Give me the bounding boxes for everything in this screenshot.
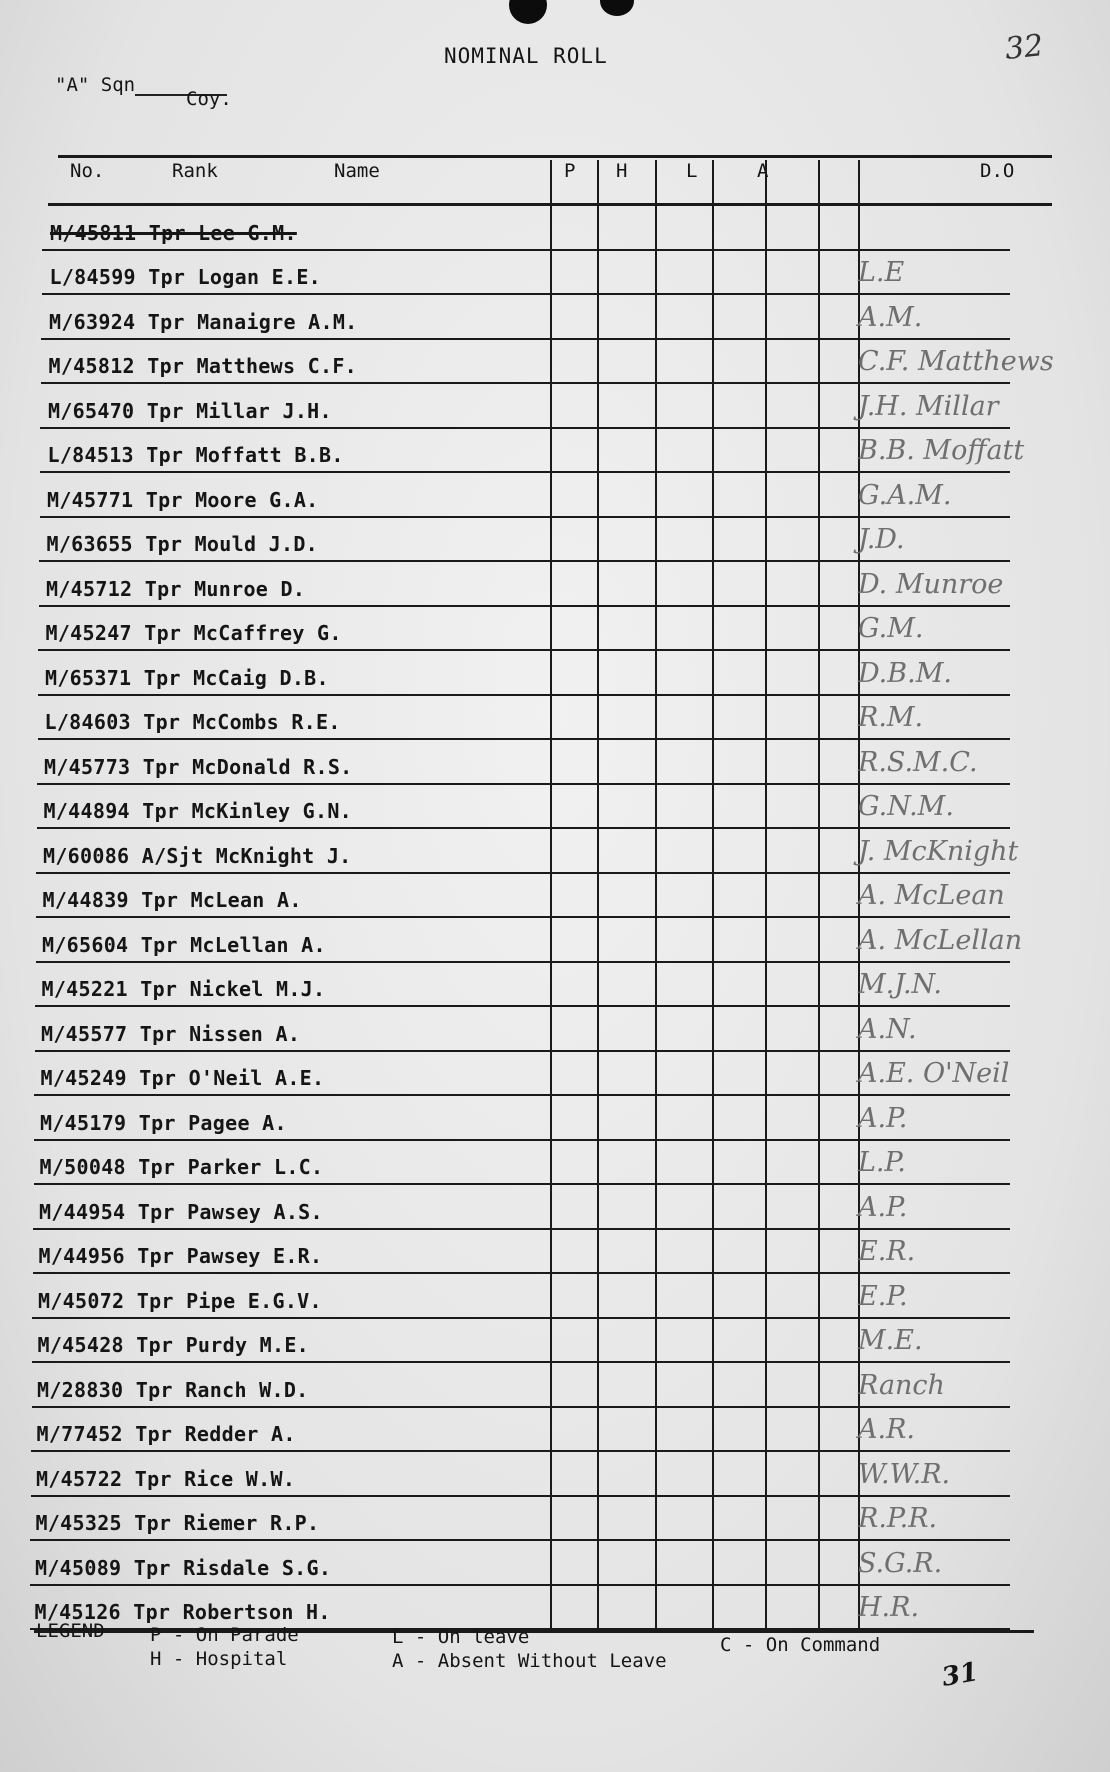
do-signature: M.E. xyxy=(858,1325,923,1356)
row-rule xyxy=(34,1139,1010,1141)
roll-entry: L/84603 Tpr McCombs R.E. xyxy=(44,710,341,734)
punch-hole-left xyxy=(509,0,547,24)
do-signature: H.R. xyxy=(858,1592,920,1623)
legend-title: LEGEND xyxy=(36,1620,105,1642)
roll-entry: M/44956 Tpr Pawsey E.R. xyxy=(38,1244,323,1268)
legend-p: P - On Parade xyxy=(150,1624,299,1646)
row-rule xyxy=(32,1317,1010,1319)
roll-entry: M/45221 Tpr Nickel M.J. xyxy=(41,977,326,1001)
roll-entry: M/60086 A/Sjt McKnight J. xyxy=(43,843,352,868)
company-label: Coy. xyxy=(186,88,232,110)
row-rule xyxy=(32,1361,1010,1363)
header-top-rule xyxy=(58,155,1052,158)
column-rule-5 xyxy=(765,160,767,1630)
do-signature: A.R. xyxy=(858,1414,915,1445)
do-signature: R.M. xyxy=(858,702,924,733)
do-signature: M.J.N. xyxy=(858,969,943,1000)
do-signature: A.E. O'Neil xyxy=(858,1058,1010,1089)
roll-entry: M/45126 Tpr Robertson H. xyxy=(34,1600,331,1624)
roll-entry: M/45577 Tpr Nissen A. xyxy=(41,1021,301,1046)
do-signature: L.E xyxy=(858,257,905,288)
do-signature: R.S.M.C. xyxy=(858,746,978,778)
roll-entry: M/45812 Tpr Matthews C.F. xyxy=(48,354,358,378)
column-header-p: P xyxy=(564,160,576,182)
do-signature: E.P. xyxy=(858,1280,908,1312)
do-signature: G.N.M. xyxy=(858,791,954,822)
roll-entry: M/45722 Tpr Rice W.W. xyxy=(36,1466,296,1491)
row-rule xyxy=(40,516,1010,518)
roll-entry: M/45179 Tpr Pagee A. xyxy=(40,1110,287,1135)
row-rule xyxy=(34,1183,1010,1185)
roll-entry: M/45773 Tpr McDonald R.S. xyxy=(44,754,353,779)
do-signature: R.P.R. xyxy=(858,1503,938,1534)
roll-entry: M/44954 Tpr Pawsey A.S. xyxy=(39,1199,323,1224)
roll-entry: M/45712 Tpr Munroe D. xyxy=(46,576,306,601)
row-rule xyxy=(38,738,1010,740)
do-signature: G.M. xyxy=(858,613,924,644)
do-signature: A.P. xyxy=(858,1191,908,1223)
do-signature: C.F. Matthews xyxy=(858,346,1054,377)
row-rule xyxy=(41,382,1010,384)
roll-entry: M/65470 Tpr Millar J.H. xyxy=(48,398,332,423)
row-rule xyxy=(31,1495,1010,1497)
do-signature: A.P. xyxy=(858,1102,908,1134)
column-rule-3 xyxy=(655,160,657,1630)
footer-number: 31 xyxy=(939,1657,981,1693)
roll-entry: L/84599 Tpr Logan E.E. xyxy=(49,265,322,289)
do-signature: S.G.R. xyxy=(858,1547,943,1579)
roll-entry: M/44894 Tpr McKinley G.N. xyxy=(43,799,353,823)
roll-entry: M/77452 Tpr Redder A. xyxy=(36,1422,296,1446)
row-rule xyxy=(36,916,1010,918)
roll-entry: M/44839 Tpr McLean A. xyxy=(42,888,302,912)
column-header-h: H xyxy=(616,160,628,182)
row-rule xyxy=(38,649,1010,651)
roll-entry: M/45249 Tpr O'Neil A.E. xyxy=(40,1066,325,1090)
roll-entry: L/84513 Tpr Moffatt B.B. xyxy=(47,443,344,467)
row-rule xyxy=(42,293,1010,295)
row-rule xyxy=(39,560,1010,562)
column-header-rank: Rank xyxy=(172,160,218,182)
do-signature: D. Munroe xyxy=(858,568,1004,600)
row-rule xyxy=(41,338,1010,340)
document-title: NOMINAL ROLL xyxy=(444,44,608,68)
do-signature: D.B.M. xyxy=(858,657,952,689)
roll-entry: M/45811 Tpr Lee G.M. xyxy=(50,220,297,245)
column-header-do: D.O xyxy=(980,160,1015,182)
roll-entry: M/45771 Tpr Moore G.A. xyxy=(47,487,319,512)
roll-entry: M/63924 Tpr Manaigre A.M. xyxy=(49,309,358,334)
do-signature: J.D. xyxy=(858,524,905,555)
row-rule xyxy=(35,1050,1010,1052)
do-signature: A.N. xyxy=(858,1013,917,1045)
roll-entry: M/65604 Tpr McLellan A. xyxy=(42,932,326,957)
column-rule-2 xyxy=(597,160,599,1630)
row-rule xyxy=(34,1094,1010,1096)
do-signature: J.H. Millar xyxy=(858,390,999,422)
punch-hole-right xyxy=(600,0,634,16)
do-signature: E.R. xyxy=(858,1236,916,1267)
roll-entry: M/45247 Tpr McCaffrey G. xyxy=(45,621,342,645)
legend-c: C - On Command xyxy=(720,1634,881,1656)
roll-entry: M/45325 Tpr Riemer R.P. xyxy=(35,1511,320,1535)
page-number: 32 xyxy=(1003,28,1045,67)
legend-h: H - Hospital xyxy=(150,1648,288,1670)
do-signature: J. McKnight xyxy=(858,835,1019,867)
row-rule xyxy=(33,1228,1010,1230)
do-signature: B.B. Moffatt xyxy=(858,435,1025,466)
legend-l: L - On leave xyxy=(392,1626,530,1648)
do-signature: A. McLean xyxy=(858,880,1005,911)
row-rule xyxy=(35,1005,1010,1007)
column-rule-4 xyxy=(712,160,714,1630)
do-signature: A. McLellan xyxy=(858,924,1023,956)
row-rule xyxy=(30,1584,1010,1586)
row-rule xyxy=(33,1272,1010,1274)
do-signature: A.M. xyxy=(858,301,923,333)
squadron-value: "A" Sqn xyxy=(55,74,136,96)
column-header-a: A xyxy=(757,160,769,182)
column-rule-1 xyxy=(550,160,552,1630)
row-rule xyxy=(30,1539,1010,1541)
row-rule xyxy=(37,827,1010,829)
row-rule xyxy=(37,783,1010,785)
do-signature: Ranch xyxy=(858,1369,945,1401)
row-rule xyxy=(42,249,1010,251)
do-signature: L.P. xyxy=(858,1147,906,1178)
roll-entry: M/45072 Tpr Pipe E.G.V. xyxy=(38,1288,322,1313)
row-rule xyxy=(31,1450,1010,1452)
roll-entry: M/63655 Tpr Mould J.D. xyxy=(46,532,319,556)
roll-entry: M/45089 Tpr Risdale S.G. xyxy=(35,1555,332,1580)
column-header-name: Name xyxy=(334,160,380,182)
row-rule xyxy=(40,471,1010,473)
do-signature: G.A.M. xyxy=(858,479,952,511)
row-rule xyxy=(32,1406,1010,1408)
row-rule xyxy=(40,427,1010,429)
row-rule xyxy=(39,605,1010,607)
column-header-no: No. xyxy=(70,160,105,182)
roll-entry: M/65371 Tpr McCaig D.B. xyxy=(45,665,329,690)
do-signature: W.W.R. xyxy=(858,1458,951,1490)
row-rule xyxy=(36,961,1010,963)
roll-entry: M/45428 Tpr Purdy M.E. xyxy=(37,1333,310,1357)
column-header-l: L xyxy=(686,160,698,182)
roll-entry: M/28830 Tpr Ranch W.D. xyxy=(37,1377,309,1402)
roll-entry: M/50048 Tpr Parker L.C. xyxy=(39,1155,324,1179)
column-rule-6 xyxy=(818,160,820,1630)
row-rule xyxy=(38,694,1010,696)
legend-a: A - Absent Without Leave xyxy=(392,1650,667,1672)
row-rule xyxy=(36,872,1010,874)
